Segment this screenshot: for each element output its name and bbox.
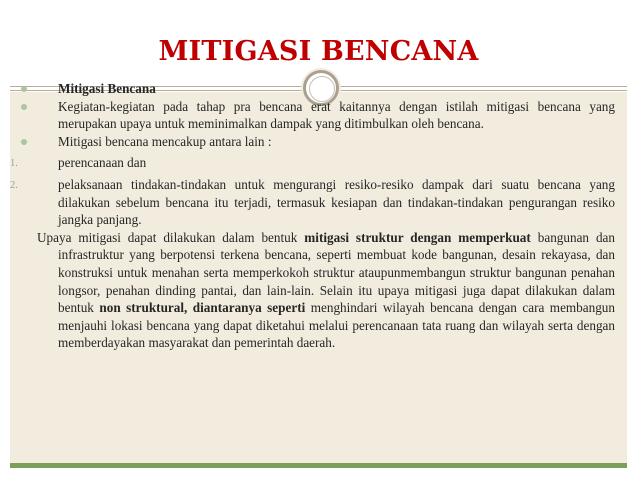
item-number: 1. — [10, 158, 18, 170]
bullet-text: Kegiatan-kegiatan pada tahap pra bencana erat kaitannya dengan istilah mitigasi bencana yang merupakan upaya untuk meminimalkan dampak yang ditimbulkan oleh bencana. — [58, 98, 615, 132]
numbered-item — [10, 176, 615, 229]
slide-title: MITIGASI BENCANA — [158, 36, 479, 67]
paragraph-emphasis: non struktural, diantaranya seperti — [99, 300, 306, 316]
slide — [10, 8, 627, 468]
paragraph-text: Upaya mitigasi dapat dilakukan dalam bentuk — [37, 229, 305, 245]
numbered-text: perencanaan dan — [58, 155, 147, 171]
numbered-text: pelaksanaan tindakan-tindakan untuk mengurangi resiko-resiko dampak dari suatu bencana yang dilakukan sebelum bencana itu terjadi, termasuk kesiapan dan tindakan-tindakan pengurangan resiko jangka panjang. — [58, 176, 615, 228]
bullet-item — [10, 80, 615, 98]
paragraph-emphasis: mitigasi struktur dengan memperkuat — [304, 229, 531, 245]
numbered-item — [10, 154, 615, 172]
bullet-item — [10, 98, 615, 133]
item-number: 2. — [10, 179, 18, 191]
bottom-rule — [10, 463, 627, 468]
bullet-item — [10, 133, 615, 151]
slide-body — [10, 80, 615, 352]
body-paragraph — [10, 229, 615, 352]
paragraph-text: menghindari wilayah bencana dengan cara membangun menjauhi lokasi bencana yang dapat diketahui melalui perencanaan tata ruang dan wilayah serta dengan memberdayakan masyarakat dan pemerintah daerah. — [58, 300, 615, 351]
bullet-text: Mitigasi Bencana — [58, 81, 156, 96]
bullet-text: Mitigasi bencana mencakup antara lain : — [58, 133, 272, 149]
paragraph-text: bangunan dan infrastruktur yang berpotensi terkena bencana, seperti membuat kode bangunan, desain rekayasa, dan konstruksi untuk menahan serta memperkokoh struktur ataupunmembangun struktur bangunan penahan longsor, penahan dinding pantai, dan lain-lain. Selain itu upaya mitigasi juga dapat dilakukan dalam bentuk — [58, 229, 616, 316]
